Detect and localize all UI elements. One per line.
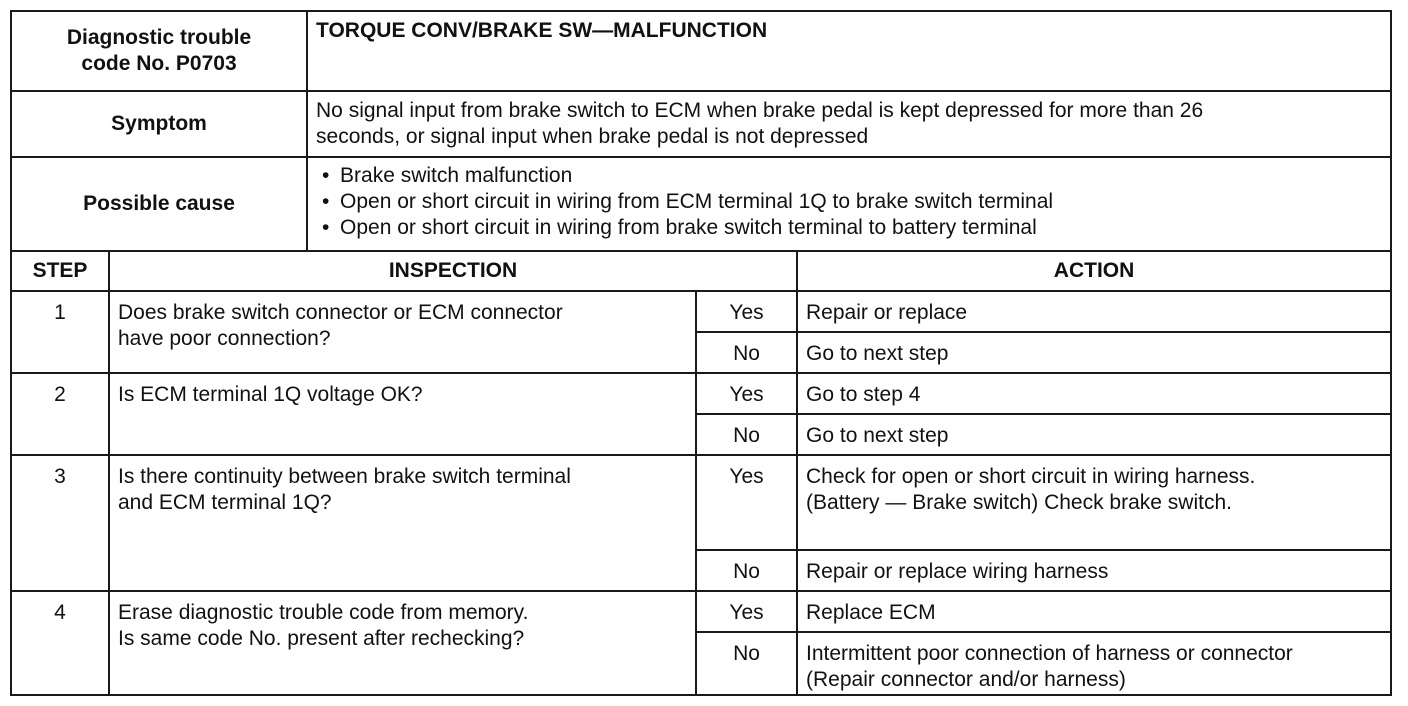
dtc-code-label-line1: Diagnostic trouble xyxy=(66,26,252,49)
inspection-line: Is there continuity between brake switch terminal xyxy=(118,465,571,488)
possible-cause-cell xyxy=(307,157,1391,251)
action-line: (Repair connector and/or harness) xyxy=(806,668,1126,691)
symptom-text-line1: No signal input from brake switch to ECM when brake pedal is kept depressed for more than 26 xyxy=(316,99,1204,122)
step-inspection xyxy=(109,291,696,373)
no-label: No xyxy=(696,632,797,695)
dtc-code-label-line2: code No. P0703 xyxy=(81,52,237,75)
no-action: Go to next step xyxy=(797,332,1391,373)
no-action: Go to next step xyxy=(797,414,1391,455)
yes-action: Repair or replace xyxy=(797,291,1391,332)
step-number: 1 xyxy=(11,291,109,373)
no-action: Repair or replace wiring harness xyxy=(797,550,1391,591)
column-header-inspection: INSPECTION xyxy=(109,251,797,291)
table-row xyxy=(11,373,1391,414)
yes-action xyxy=(797,455,1391,550)
cause-item: • Open or short circuit in wiring from ECM terminal 1Q to brake switch terminal xyxy=(316,189,1382,215)
diagnostic-document xyxy=(10,10,1390,696)
symptom-row xyxy=(11,91,1391,157)
no-label: No xyxy=(696,414,797,455)
inspection-line: Is ECM terminal 1Q voltage OK? xyxy=(118,383,423,406)
step-inspection xyxy=(109,455,696,591)
symptom-text xyxy=(307,91,1391,157)
action-line: Intermittent poor connection of harness or connector xyxy=(806,642,1293,665)
step-number: 2 xyxy=(11,373,109,455)
step-number: 3 xyxy=(11,455,109,591)
action-line: Check for open or short circuit in wiring harness. xyxy=(806,465,1256,488)
inspection-line: Does brake switch connector or ECM connector xyxy=(118,301,563,324)
dtc-title: TORQUE CONV/BRAKE SW—MALFUNCTION xyxy=(307,11,1391,91)
cause-item: • Brake switch malfunction xyxy=(316,163,1382,189)
yes-label: Yes xyxy=(696,373,797,414)
step-inspection xyxy=(109,373,696,455)
column-header-action: ACTION xyxy=(797,251,1391,291)
yes-label: Yes xyxy=(696,455,797,550)
no-label: No xyxy=(696,550,797,591)
step-number: 4 xyxy=(11,591,109,695)
column-header-step: STEP xyxy=(11,251,109,291)
dtc-code-cell xyxy=(11,11,307,91)
yes-label: Yes xyxy=(696,591,797,632)
possible-cause-list xyxy=(308,158,1390,241)
column-header-row xyxy=(11,251,1391,291)
yes-action: Replace ECM xyxy=(797,591,1391,632)
symptom-label: Symptom xyxy=(11,91,307,157)
step-inspection xyxy=(109,591,696,695)
possible-cause-label: Possible cause xyxy=(11,157,307,251)
table-row xyxy=(11,591,1391,632)
table-row xyxy=(11,455,1391,550)
inspection-line: have poor connection? xyxy=(118,327,331,350)
symptom-text-line2: seconds, or signal input when brake pedal is not depressed xyxy=(316,125,869,148)
table-row xyxy=(11,291,1391,332)
no-label: No xyxy=(696,332,797,373)
inspection-line: and ECM terminal 1Q? xyxy=(118,491,332,514)
no-action xyxy=(797,632,1391,695)
action-line: (Battery — Brake switch) Check brake switch. xyxy=(806,491,1232,514)
cause-item: • Open or short circuit in wiring from brake switch terminal to battery terminal xyxy=(316,215,1382,241)
yes-action: Go to step 4 xyxy=(797,373,1391,414)
diagnostic-table xyxy=(10,10,1392,696)
inspection-line: Is same code No. present after rechecking? xyxy=(118,627,525,650)
inspection-line: Erase diagnostic trouble code from memory. xyxy=(118,601,529,624)
yes-label: Yes xyxy=(696,291,797,332)
possible-cause-row xyxy=(11,157,1391,251)
header-row xyxy=(11,11,1391,91)
